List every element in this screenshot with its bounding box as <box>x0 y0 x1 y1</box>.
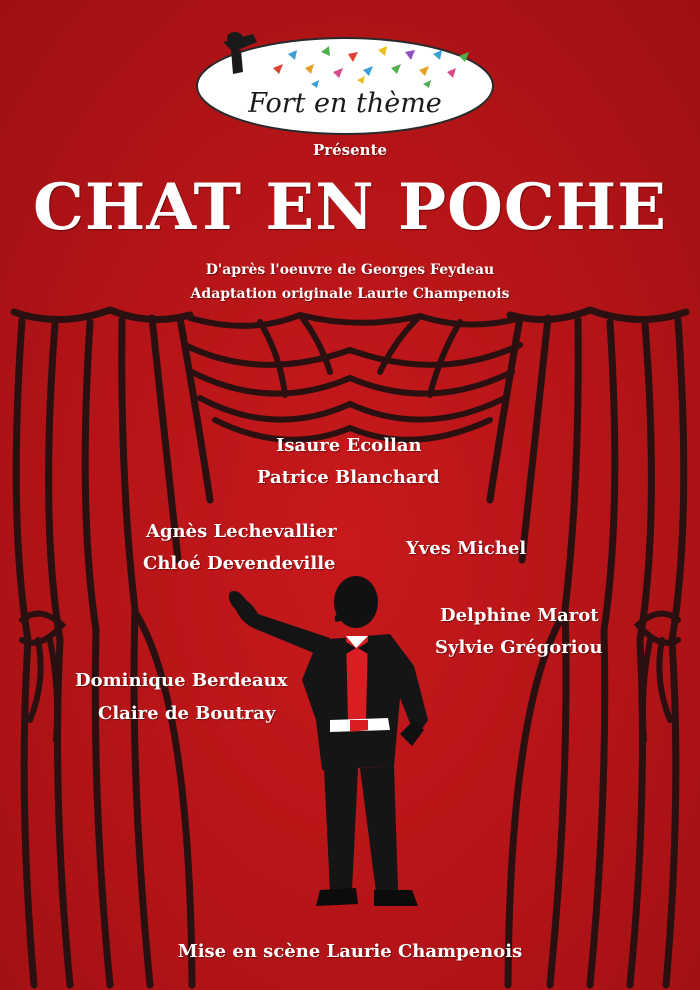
presents-label: Présente <box>312 141 388 159</box>
cast-member: Patrice Blanchard <box>257 467 440 488</box>
cast-member: Isaure Ecollan <box>276 435 422 456</box>
author-credit: D'après l'oeuvre de Georges Feydeau <box>205 262 495 278</box>
cast-member: Agnès Lechevallier <box>146 521 337 542</box>
performer-illustration <box>218 570 453 920</box>
fort-en-theme-logo <box>193 24 497 136</box>
adaptation-credit: Adaptation originale Laurie Champenois <box>190 286 510 302</box>
director-credit: Mise en scène Laurie Champenois <box>177 941 523 962</box>
cast-member: Delphine Marot <box>440 605 599 626</box>
curtain-left <box>14 310 210 985</box>
cast-member: Yves Michel <box>406 538 527 559</box>
cast-member: Sylvie Grégoriou <box>435 637 603 658</box>
cast-member: Chloé Devendeville <box>143 553 336 574</box>
play-title: CHAT EN POCHE <box>32 170 668 245</box>
curtain-valance <box>185 315 520 440</box>
cast-member: Claire de Boutray <box>98 703 276 724</box>
logo-text: Fort en thème <box>248 88 442 119</box>
cast-member: Dominique Berdeaux <box>75 670 288 691</box>
